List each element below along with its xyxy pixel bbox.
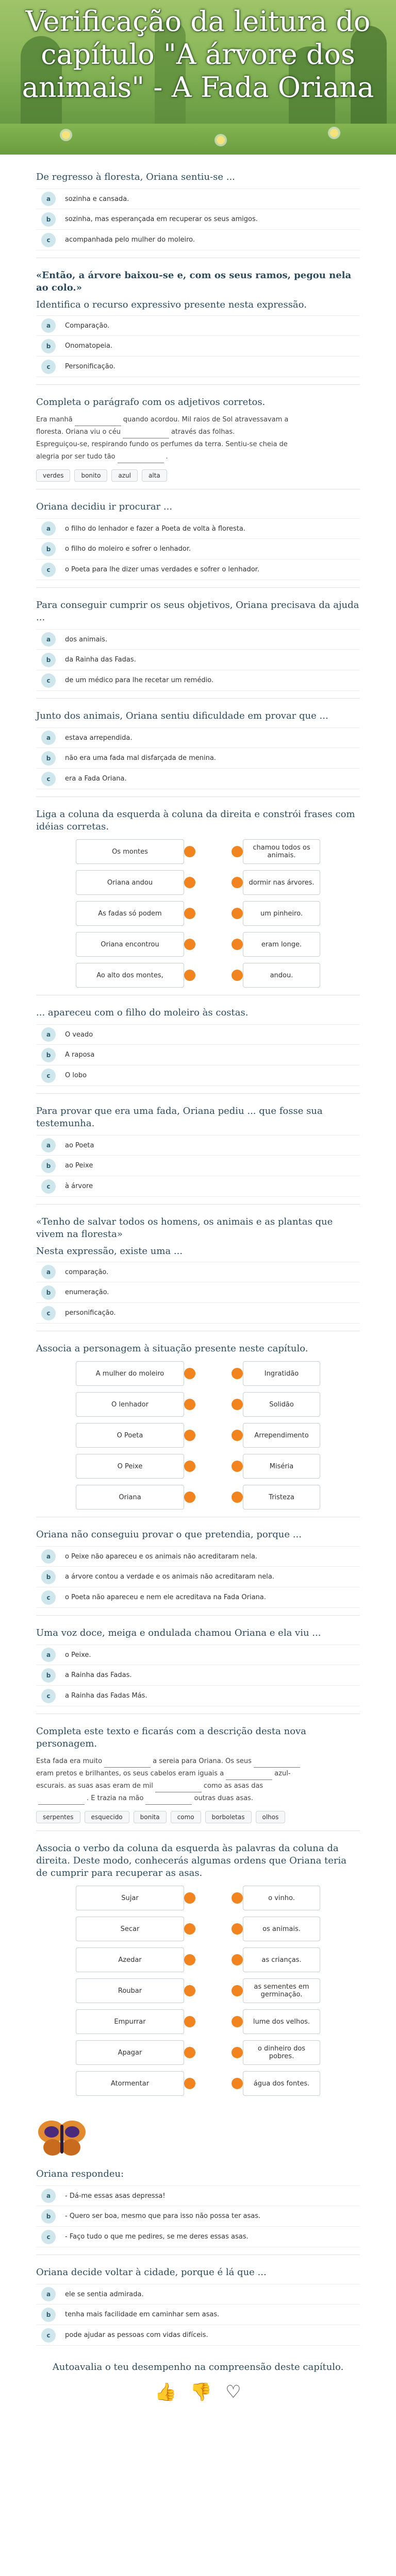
match-left-item: Secar <box>76 1917 184 1941</box>
self-assessment-rating <box>36 2382 360 2402</box>
options-list <box>36 1262 360 1324</box>
match-row <box>36 2009 360 2034</box>
word-chip[interactable]: bonita <box>134 1811 167 1823</box>
question-8 <box>36 1007 360 1086</box>
question-title: Para conseguir cumprir os seus objetivos, Oriana precisava da ajuda ... <box>36 600 359 623</box>
question-2 <box>36 269 360 377</box>
match-left-item: Oriana <box>76 1485 184 1510</box>
match-row <box>36 1917 360 1941</box>
question-title: Associa a personagem à situação presente neste capítulo. <box>36 1343 308 1354</box>
connector-dot[interactable] <box>184 1985 195 1996</box>
option-text: tenha mais facilidade em caminhar sem asas. <box>65 2311 220 2318</box>
option-text: - Faço tudo o que me pedires, se me deres essas asas. <box>65 2233 249 2241</box>
header-banner <box>0 0 396 155</box>
option-text: de um médico para lhe recetar um remédio. <box>65 676 214 684</box>
option-letter: b <box>41 339 56 353</box>
word-chip[interactable]: serpentes <box>36 1811 80 1823</box>
blank-slot[interactable] <box>38 1797 85 1805</box>
blank-slot[interactable] <box>155 1784 202 1792</box>
option-text: Onomatopeia. <box>65 342 113 350</box>
connector-dot[interactable] <box>184 877 195 888</box>
option-text: não era uma fada mal disfarçada de menina. <box>65 754 216 762</box>
option-letter: c <box>41 1590 56 1605</box>
option-letter: a <box>41 1027 56 1042</box>
question-12 <box>36 1529 360 1608</box>
option-letter: a <box>41 2189 56 2203</box>
option-text: ao Poeta <box>65 1141 94 1149</box>
match-row <box>36 1392 360 1417</box>
option-letter: a <box>41 192 56 206</box>
question-title: ... apareceu com o filho do moleiro às costas. <box>36 1007 249 1018</box>
connector-dot[interactable] <box>232 1492 243 1503</box>
connector-dot[interactable] <box>232 1368 243 1379</box>
connector-dot[interactable] <box>184 1892 195 1904</box>
option-letter: c <box>41 1179 56 1194</box>
connector-dot[interactable] <box>232 1399 243 1410</box>
question-quote: «Tenho de salvar todos os homens, os animais e as plantas que vivem na floresta» <box>36 1216 333 1240</box>
options-list <box>36 1135 360 1197</box>
match-left-item: Roubar <box>76 1978 184 2003</box>
option-letter: c <box>41 2328 56 2343</box>
match-left-item: Empurrar <box>76 2009 184 2034</box>
match-right-item: um pinheiro. <box>243 901 320 926</box>
connector-dot[interactable] <box>232 1430 243 1441</box>
question-title: Identifica o recurso expressivo presente nesta expressão. <box>36 299 307 310</box>
question-title: Oriana respondeu: <box>36 2168 124 2179</box>
match-row <box>36 901 360 926</box>
option-text: o filho do moleiro e sofrer o lenhador. <box>65 545 191 553</box>
options-list <box>36 518 360 580</box>
options-list <box>36 189 360 250</box>
connector-dot[interactable] <box>184 1492 195 1503</box>
option-text: da Rainha das Fadas. <box>65 656 136 664</box>
option-text: o filho do lenhador e fazer a Poeta de volta à floresta. <box>65 524 245 533</box>
option-text: a árvore contou a verdade e os animais não acreditaram nela. <box>65 1573 274 1581</box>
option-text: sozinha, mas esperançada em recuperar os seus amigos. <box>65 215 258 223</box>
option-letter: c <box>41 772 56 786</box>
options-list <box>36 1645 360 1706</box>
option-letter: b <box>41 212 56 227</box>
question-10 <box>36 1216 360 1324</box>
match-row <box>36 1886 360 1910</box>
question-title: Oriana decidiu ir procurar ... <box>36 501 173 512</box>
connector-dot[interactable] <box>184 1368 195 1379</box>
option-letter: a <box>41 632 56 647</box>
option-letter: c <box>41 2230 56 2244</box>
option-letter: a <box>41 318 56 333</box>
option-letter: b <box>41 1668 56 1683</box>
option-text: ao Peixe <box>65 1162 93 1170</box>
match-left-item: O Peixe <box>76 1454 184 1479</box>
blank-slot[interactable] <box>226 1772 272 1780</box>
question-title: Para provar que era uma fada, Oriana pediu ... que fosse sua testemunha. <box>36 1106 323 1129</box>
matching-grid <box>36 1886 360 2096</box>
options-list <box>36 2284 360 2346</box>
question-title: Completa o parágrafo com os adjetivos corretos. <box>36 397 266 408</box>
connector-dot[interactable] <box>184 1461 195 1472</box>
connector-dot[interactable] <box>232 877 243 888</box>
match-right-item: eram longe. <box>243 932 320 957</box>
option-b[interactable] <box>36 650 360 670</box>
match-row <box>36 1947 360 1972</box>
connector-dot[interactable] <box>232 2016 243 2027</box>
question-title: Oriana decide voltar à cidade, porque é lá que ... <box>36 2267 267 2278</box>
word-chip[interactable]: como <box>171 1811 201 1823</box>
match-left-item: Os montes <box>76 839 184 864</box>
option-b[interactable] <box>36 1665 360 1686</box>
option-a[interactable] <box>36 727 360 748</box>
option-a[interactable] <box>36 1262 360 1282</box>
option-letter: c <box>41 563 56 577</box>
option-text: - Dá-me essas asas depressa! <box>65 2192 166 2200</box>
connector-dot[interactable] <box>184 908 195 919</box>
option-a[interactable] <box>36 2185 360 2206</box>
question-7 <box>36 808 360 988</box>
option-text: a Rainha das Fadas. <box>65 1671 132 1679</box>
divider <box>36 1093 360 1094</box>
connector-dot[interactable] <box>232 846 243 857</box>
question-title: Completa este texto e ficarás com a descrição desta nova personagem. <box>36 1726 306 1749</box>
connector-dot[interactable] <box>184 970 195 981</box>
option-text: pode ajudar as pessoas com vidas difíceis. <box>65 2331 208 2339</box>
match-row <box>36 870 360 895</box>
option-letter: b <box>41 542 56 556</box>
option-c[interactable] <box>36 1176 360 1197</box>
option-b[interactable] <box>36 2304 360 2325</box>
connector-dot[interactable] <box>184 1430 195 1441</box>
option-text: - Quero ser boa, mesmo que para isso não possa ter asas. <box>65 2212 261 2220</box>
option-b[interactable] <box>36 539 360 560</box>
question-3 <box>36 396 360 482</box>
option-text: Comparação. <box>65 321 110 330</box>
blank-slot[interactable] <box>104 1759 151 1768</box>
option-a[interactable] <box>36 1546 360 1567</box>
divider <box>36 698 360 699</box>
option-text: O lobo <box>65 1072 87 1079</box>
connector-dot[interactable] <box>232 939 243 950</box>
option-c[interactable] <box>36 1303 360 1324</box>
option-text: A raposa <box>65 1051 95 1059</box>
option-b[interactable] <box>36 1282 360 1303</box>
option-a[interactable] <box>36 1024 360 1045</box>
match-row <box>36 2071 360 2096</box>
connector-dot[interactable] <box>184 846 195 857</box>
match-row <box>36 1361 360 1386</box>
option-letter: a <box>41 731 56 745</box>
match-left-item: Ao alto dos montes, <box>76 963 184 988</box>
question-16 <box>36 2168 360 2247</box>
option-c[interactable] <box>36 2227 360 2247</box>
question-1 <box>36 171 360 250</box>
option-text: a Rainha das Fadas Más. <box>65 1692 147 1700</box>
option-letter: c <box>41 360 56 374</box>
option-c[interactable] <box>36 769 360 789</box>
match-left-item: O Poeta <box>76 1423 184 1448</box>
option-b[interactable] <box>36 209 360 230</box>
option-text: o Poeta para lhe dizer umas verdades e sofrer o lenhador. <box>65 566 259 573</box>
match-right-item: os animais. <box>243 1917 320 1941</box>
option-b[interactable] <box>36 748 360 769</box>
option-a[interactable] <box>36 1135 360 1156</box>
option-b[interactable] <box>36 1567 360 1587</box>
option-text: enumeração. <box>65 1289 109 1296</box>
match-row <box>36 2040 360 2065</box>
match-right-item: Ingratidão <box>243 1361 320 1386</box>
option-letter: b <box>41 1285 56 1300</box>
connector-dot[interactable] <box>232 1923 243 1935</box>
question-6 <box>36 710 360 789</box>
options-list <box>36 315 360 377</box>
option-text: o Peixe. <box>65 1651 91 1659</box>
match-right-item: dormir nas árvores. <box>243 870 320 895</box>
option-letter: c <box>41 1689 56 1703</box>
option-c[interactable] <box>36 230 360 250</box>
option-c[interactable] <box>36 2325 360 2346</box>
word-chip[interactable]: olhos <box>256 1811 286 1823</box>
match-right-item: Tristeza <box>243 1485 320 1510</box>
word-chip[interactable]: bonito <box>74 469 107 482</box>
question-title: Uma voz doce, meiga e ondulada chamou Oriana e ela viu ... <box>36 1628 321 1638</box>
option-text: sozinha e cansada. <box>65 195 129 203</box>
options-list <box>36 2185 360 2247</box>
match-right-item: Miséria <box>243 1454 320 1479</box>
word-chip[interactable]: esquecido <box>85 1811 129 1823</box>
option-a[interactable] <box>36 518 360 539</box>
connector-dot[interactable] <box>232 908 243 919</box>
match-left-item: Sujar <box>76 1886 184 1910</box>
word-bank <box>36 469 360 482</box>
match-right-item: lume dos velhos. <box>243 2009 320 2034</box>
match-right-item: o dinheiro dos pobres. <box>243 2040 320 2065</box>
question-13 <box>36 1627 360 1706</box>
question-title: Oriana não conseguiu provar o que pretendia, porque ... <box>36 1529 302 1540</box>
match-left-item: O lenhador <box>76 1392 184 1417</box>
option-letter: a <box>41 1648 56 1662</box>
option-letter: a <box>41 1265 56 1279</box>
option-letter: b <box>41 653 56 667</box>
match-left-item: Oriana encontrou <box>76 932 184 957</box>
question-11 <box>36 1343 360 1510</box>
option-letter: b <box>41 751 56 766</box>
self-assessment-title: Autoavalia o teu desempenho na compreensão deste capítulo. <box>52 2362 344 2372</box>
question-14 <box>36 1725 360 1823</box>
divider <box>36 587 360 588</box>
blank-slot[interactable] <box>118 455 164 463</box>
match-right-item: Arrependimento <box>243 1423 320 1448</box>
connector-dot[interactable] <box>184 939 195 950</box>
question-title: Associa o verbo da coluna da esquerda às palavras da coluna da direita. Deste modo, conhecerás algumas ordens que Oriana teria de cumprir para recuperar as asas. <box>36 1843 347 1878</box>
option-c[interactable] <box>36 1587 360 1608</box>
option-text: acompanhada pelo mulher do moleiro. <box>65 236 195 244</box>
flower-decoration <box>62 131 70 139</box>
match-left-item: Azedar <box>76 1947 184 1972</box>
options-list <box>36 727 360 789</box>
match-row <box>36 963 360 988</box>
option-letter: a <box>41 2287 56 2301</box>
match-row <box>36 932 360 957</box>
page-title: Verificação da leitura do capítulo "A árvore dos animais" - A Fada Oriana <box>22 5 374 104</box>
match-left-item: Oriana andou <box>76 870 184 895</box>
option-letter: b <box>41 1048 56 1062</box>
option-b[interactable] <box>36 1045 360 1065</box>
option-letter: a <box>41 521 56 536</box>
word-chip[interactable]: azul <box>111 469 138 482</box>
fill-paragraph: Era manhã quando acordou. Mil raios de Sol atravessavam a floresta. Oriana viu o céu através das folhas. Espreguiçou-se, respirando fundo os perfumes da terra. Sentiu-se cheia de alegria por ser tudo tão . <box>36 414 360 463</box>
option-b[interactable] <box>36 1156 360 1176</box>
match-right-item: Solidão <box>243 1392 320 1417</box>
options-list <box>36 1024 360 1086</box>
connector-dot[interactable] <box>232 2078 243 2089</box>
option-text: O veado <box>65 1030 93 1039</box>
connector-dot[interactable] <box>184 2078 195 2089</box>
match-left-item: A mulher do moleiro <box>76 1361 184 1386</box>
thumbs-down-icon[interactable]: 👎 <box>190 2382 212 2402</box>
question-title: Nesta expressão, existe uma ... <box>36 1246 183 1257</box>
options-list <box>36 629 360 691</box>
option-letter: b <box>41 2209 56 2224</box>
option-letter: c <box>41 673 56 688</box>
option-c[interactable] <box>36 357 360 377</box>
option-c[interactable] <box>36 1686 360 1706</box>
question-15 <box>36 1842 360 2096</box>
option-text: estava arrependida. <box>65 734 133 742</box>
option-letter: b <box>41 1159 56 1173</box>
question-4 <box>36 501 360 580</box>
match-row <box>36 839 360 864</box>
option-c[interactable] <box>36 560 360 580</box>
option-c[interactable] <box>36 670 360 691</box>
question-17 <box>36 2266 360 2346</box>
connector-dot[interactable] <box>232 1892 243 1904</box>
divider <box>36 384 360 385</box>
option-letter: b <box>41 2308 56 2322</box>
heart-icon[interactable]: ♡ <box>225 2382 241 2402</box>
connector-dot[interactable] <box>184 1399 195 1410</box>
option-a[interactable] <box>36 629 360 650</box>
option-text: dos animais. <box>65 635 108 643</box>
option-a[interactable] <box>36 189 360 209</box>
option-text: Personificação. <box>65 363 116 370</box>
option-text: era a Fada Oriana. <box>65 775 127 783</box>
word-bank <box>36 1811 360 1823</box>
option-letter: b <box>41 1570 56 1584</box>
match-row <box>36 1454 360 1479</box>
match-right-item: água dos fontes. <box>243 2071 320 2096</box>
option-b[interactable] <box>36 336 360 357</box>
option-text: o Peixe não apareceu e os animais não acreditaram nela. <box>65 1552 257 1561</box>
blank-slot[interactable] <box>75 418 121 426</box>
option-text: comparação. <box>65 1268 109 1276</box>
option-a[interactable] <box>36 1645 360 1665</box>
matching-grid <box>36 839 360 988</box>
option-b[interactable] <box>36 2206 360 2227</box>
option-letter: c <box>41 1306 56 1320</box>
connector-dot[interactable] <box>184 1954 195 1965</box>
option-text: à árvore <box>65 1182 93 1190</box>
match-row <box>36 1978 360 2003</box>
question-title: Junto dos animais, Oriana sentiu dificuldade em provar que ... <box>36 710 328 721</box>
question-title: De regresso à floresta, Oriana sentiu-se ... <box>36 172 235 182</box>
fill-paragraph: Esta fada era muito a sereia para Oriana. Os seus eram pretos e brilhantes, os seus cabelos eram iguais a azul- escurais. as suas asas eram de mil como as asas das . E trazia na mão outras duas asas. <box>36 1755 360 1805</box>
divider <box>36 1204 360 1205</box>
match-row <box>36 1423 360 1448</box>
connector-dot[interactable] <box>184 1923 195 1935</box>
connector-dot[interactable] <box>232 1985 243 1996</box>
divider <box>36 796 360 797</box>
blank-slot[interactable] <box>254 1759 300 1768</box>
option-a[interactable] <box>36 2284 360 2304</box>
match-row <box>36 1485 360 1510</box>
grass-decoration <box>0 124 396 155</box>
question-9 <box>36 1105 360 1197</box>
butterfly-icon <box>36 2117 88 2159</box>
option-c[interactable] <box>36 1065 360 1086</box>
connector-dot[interactable] <box>232 970 243 981</box>
match-right-item: o vinho. <box>243 1886 320 1910</box>
match-right-item: andou. <box>243 963 320 988</box>
option-letter: a <box>41 1138 56 1153</box>
match-right-item: chamou todos os animais. <box>243 839 320 864</box>
question-5 <box>36 599 360 691</box>
options-list <box>36 1546 360 1608</box>
match-left-item: Atormentar <box>76 2071 184 2096</box>
question-title: Liga a coluna da esquerda à coluna da direita e constrói frases com idéias corretas. <box>36 809 355 832</box>
divider <box>36 1615 360 1616</box>
match-right-item: as crianças. <box>243 1947 320 1972</box>
option-letter: c <box>41 1069 56 1083</box>
connector-dot[interactable] <box>184 2047 195 2058</box>
blank-slot[interactable] <box>123 430 169 438</box>
option-text: o Poeta não apareceu e nem ele acreditava na Fada Oriana. <box>65 1594 266 1601</box>
option-letter: c <box>41 233 56 247</box>
match-left-item: As fadas só podem <box>76 901 184 926</box>
option-text: ele se sentia admirada. <box>65 2290 144 2298</box>
option-a[interactable] <box>36 315 360 336</box>
matching-grid <box>36 1361 360 1510</box>
word-chip[interactable]: alta <box>142 469 167 482</box>
match-left-item: Apagar <box>76 2040 184 2065</box>
connector-dot[interactable] <box>232 2047 243 2058</box>
flower-decoration <box>217 136 225 144</box>
match-right-item: as sementes em germinação. <box>243 1978 320 2003</box>
option-text: personificação. <box>65 1309 116 1317</box>
blank-slot[interactable] <box>145 1797 192 1805</box>
flower-decoration <box>330 129 338 137</box>
question-quote: «Então, a árvore baixou-se e, com os seus ramos, pegou nela ao colo.» <box>36 270 352 293</box>
word-chip[interactable]: verdes <box>36 469 70 482</box>
option-letter: a <box>41 1549 56 1564</box>
word-chip[interactable]: borboletas <box>205 1811 252 1823</box>
connector-dot[interactable] <box>232 1954 243 1965</box>
connector-dot[interactable] <box>232 1461 243 1472</box>
thumbs-up-icon[interactable]: 👍 <box>155 2382 177 2402</box>
connector-dot[interactable] <box>184 2016 195 2027</box>
